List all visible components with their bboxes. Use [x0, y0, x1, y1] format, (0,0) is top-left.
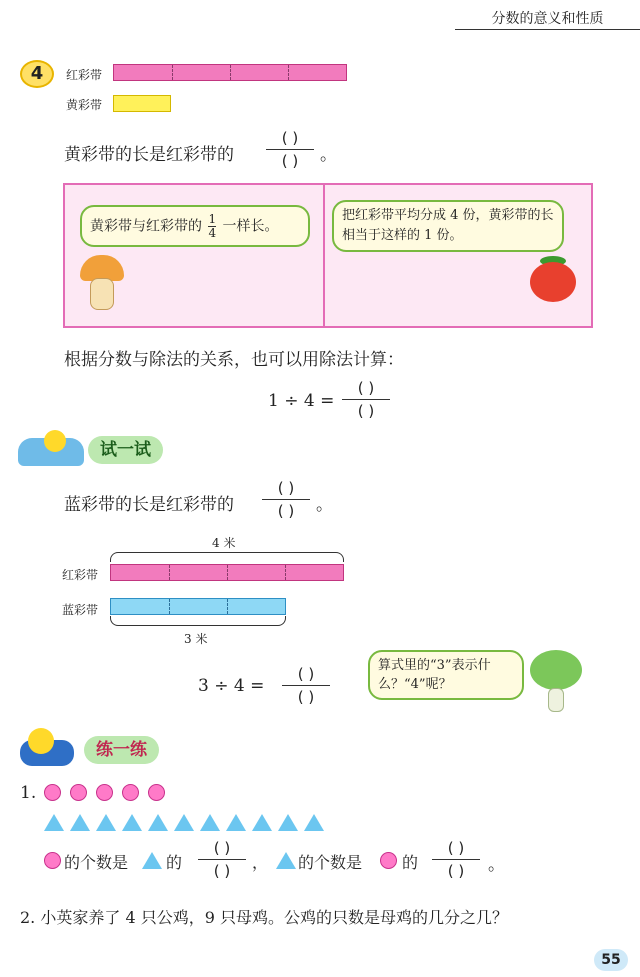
strip-divider	[227, 599, 228, 614]
strip-divider	[169, 565, 170, 580]
blue-triangle-icon	[44, 814, 64, 831]
strip-divider	[227, 565, 228, 580]
chick-icon	[28, 728, 54, 754]
pink-circle-icon	[96, 784, 113, 801]
period: 。	[316, 495, 333, 515]
fraction-bar	[342, 399, 390, 400]
q1-text-2: 的	[166, 853, 183, 872]
bubble-left-suffix: 一样长。	[222, 218, 279, 235]
fraction-bar	[266, 149, 314, 150]
q1-answer-fraction-2[interactable]	[432, 838, 480, 881]
division-answer-fraction[interactable]	[342, 378, 390, 421]
blue-triangle-icon	[174, 814, 194, 831]
strip-divider	[169, 599, 170, 614]
division-intro: 根据分数与除法的关系，也可以用除法计算：	[64, 350, 404, 370]
denominator-blank[interactable]: ( )	[277, 502, 295, 520]
pink-circle-icon	[70, 784, 87, 801]
red-strip-label: 红彩带	[62, 568, 99, 582]
q1-text-4: 的	[402, 853, 419, 872]
blue-triangle-icon	[226, 814, 246, 831]
red-strip	[113, 64, 347, 81]
fraction-bar	[198, 859, 246, 860]
chick-icon	[44, 430, 66, 452]
red-strip	[110, 564, 344, 581]
strip-divider	[288, 65, 289, 80]
blue-triangle-icon	[70, 814, 90, 831]
try-it-question: 蓝彩带的长是红彩带的	[64, 495, 234, 515]
pink-circle-icon	[122, 784, 139, 801]
fraction-bar	[282, 685, 330, 686]
blue-strip-label: 蓝彩带	[62, 603, 99, 617]
blue-triangle-icon	[96, 814, 116, 831]
numerator-blank[interactable]: ( )	[281, 129, 299, 147]
try-it-equation: 3 ÷ 4 =	[198, 676, 265, 696]
yellow-strip	[113, 95, 171, 112]
lettuce-stem-icon	[548, 688, 564, 712]
numerator-blank[interactable]: ( )	[357, 379, 375, 397]
blue-triangle-icon	[278, 814, 298, 831]
denominator-blank[interactable]: ( )	[297, 688, 315, 706]
q1-text-3: 的个数是	[298, 853, 363, 872]
try-it-tag: 试一试	[88, 436, 163, 464]
numerator-blank[interactable]: ( )	[297, 665, 315, 683]
q1-comma: ，	[252, 853, 269, 872]
question-2: 2. 小英家养了 4 只公鸡，9 只母鸡。公鸡的只数是母鸡的几分之几？	[20, 908, 508, 927]
left-speech-bubble	[80, 205, 310, 247]
example-number-badge: 4	[20, 60, 54, 88]
bubble-fraction-den: 4	[208, 226, 217, 240]
division-equation: 1 ÷ 4 =	[268, 391, 335, 411]
period: 。	[320, 145, 337, 165]
numerator-blank[interactable]: ( )	[213, 839, 231, 857]
chapter-title: 分数的意义和性质	[455, 8, 640, 30]
denominator-blank[interactable]: ( )	[447, 862, 465, 880]
blue-triangle-icon	[142, 852, 162, 869]
blue-strip	[110, 598, 286, 615]
red-length-brace	[110, 552, 344, 562]
blue-triangle-icon	[148, 814, 168, 831]
strip-divider	[230, 65, 231, 80]
red-length-label: 4 米	[212, 536, 236, 550]
yellow-strip-label: 黄彩带	[66, 98, 103, 112]
numerator-blank[interactable]: ( )	[277, 479, 295, 497]
period: 。	[488, 855, 505, 875]
mushroom-body-icon	[90, 278, 114, 310]
numerator-blank[interactable]: ( )	[447, 839, 465, 857]
bubble-fraction	[208, 213, 216, 240]
denominator-blank[interactable]: ( )	[281, 152, 299, 170]
try-it-equation-fraction[interactable]	[282, 664, 330, 707]
question-speech-bubble: 算式里的“3”表示什么？“4”呢？	[368, 650, 524, 700]
q1-text-1: 的个数是	[64, 853, 129, 872]
page-number: 55	[594, 949, 628, 971]
blue-triangle-icon	[276, 852, 296, 869]
example-question: 黄彩带的长是红彩带的	[64, 145, 234, 165]
box-divider	[323, 185, 325, 326]
strip-divider	[285, 565, 286, 580]
strip-divider	[172, 65, 173, 80]
q1-answer-fraction-1[interactable]	[198, 838, 246, 881]
denominator-blank[interactable]: ( )	[213, 862, 231, 880]
bubble-left-prefix: 黄彩带与红彩带的	[90, 218, 202, 235]
red-strip-label: 红彩带	[66, 68, 103, 82]
pink-circle-icon	[380, 852, 397, 869]
bubble-fraction-num: 1	[208, 212, 217, 226]
blue-length-brace	[110, 616, 286, 626]
blue-length-label: 3 米	[184, 632, 208, 646]
fraction-bar	[262, 499, 310, 500]
blue-triangle-icon	[122, 814, 142, 831]
practice-tag: 练一练	[84, 736, 159, 764]
tomato-character-icon	[530, 262, 576, 302]
question-1-number: 1.	[20, 783, 37, 803]
try-it-answer-fraction[interactable]	[262, 478, 310, 521]
blue-triangle-icon	[252, 814, 272, 831]
blue-triangle-icon	[304, 814, 324, 831]
pink-circle-icon	[44, 784, 61, 801]
pink-circle-icon	[148, 784, 165, 801]
denominator-blank[interactable]: ( )	[357, 402, 375, 420]
pink-circle-icon	[44, 852, 61, 869]
fraction-bar	[432, 859, 480, 860]
answer-fraction-blank[interactable]	[266, 128, 314, 171]
lettuce-character-icon	[530, 650, 582, 690]
blue-triangle-icon	[200, 814, 220, 831]
right-speech-bubble: 把红彩带平均分成 4 份，黄彩带的长相当于这样的 1 份。	[332, 200, 564, 252]
